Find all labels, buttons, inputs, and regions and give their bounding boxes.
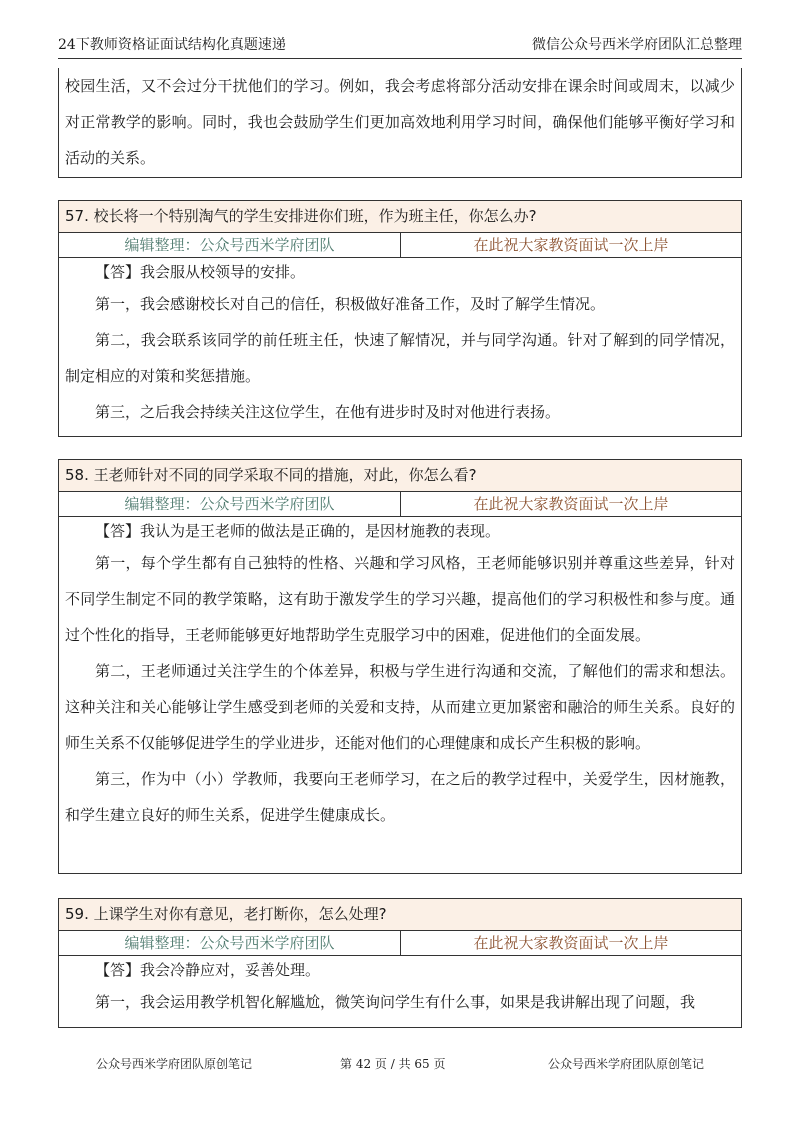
answer-intro: 【答】我认为是王老师的做法是正确的，是因材施教的表现。 <box>95 522 501 540</box>
answer-intro: 【答】我会服从校领导的安排。 <box>95 263 306 281</box>
continuation-box <box>58 68 742 178</box>
answer-paragraph: 第一，我会运用教学机智化解尴尬，微笑询问学生有什么事，如果是我讲解出现了问题，我 <box>95 993 696 1011</box>
answer-paragraph: 第三，作为中（小）学教师，我要向王老师学习，在之后的教学过程中，关爱学生，因材施教，和学生建立良好的师生关系，促进学生健康成长。 <box>65 770 735 824</box>
answer-paragraph: 第三，之后我会持续关注这位学生，在他有进步时及时对他进行表扬。 <box>95 403 561 421</box>
info-row <box>59 492 741 517</box>
question-title: 58. 王老师针对不同的同学采取不同的措施，对此，你怎么看? <box>59 460 741 492</box>
info-row <box>59 233 741 258</box>
answer-paragraph: 第二，我会联系该同学的前任班主任，快速了解情况，并与同学沟通。针对了解到的同学情况，制定相应的对策和奖惩措施。 <box>65 331 735 385</box>
answer-paragraph: 第二，王老师通过关注学生的个体差异，积极与学生进行沟通和交流，了解他们的需求和想法。这种关注和关心能够让学生感受到老师的关爱和支持，从而建立更加紧密和融洽的师生关系。良好的师生关系不仅能够促进学生的学业进步，还能对他们的心理健康和成长产生积极的影响。 <box>65 662 735 752</box>
footer-left: 公众号西米学府团队原创笔记 <box>96 1057 253 1071</box>
footer-right: 公众号西米学府团队原创笔记 <box>548 1057 705 1071</box>
wish-text: 在此祝大家教资面试一次上岸 <box>473 236 669 254</box>
question-57-box <box>58 200 742 437</box>
answer-paragraph: 第一，我会感谢校长对自己的信任，积极做好准备工作，及时了解学生情况。 <box>95 295 606 313</box>
info-row <box>59 931 741 956</box>
question-title: 59. 上课学生对你有意见，老打断你，怎么处理? <box>59 899 741 931</box>
answer-paragraph: 第一，每个学生都有自己独特的性格、兴趣和学习风格，王老师能够识别并尊重这些差异，针对不同学生制定不同的教学策略，这有助于激发学生的学习兴趣，提高他们的学习积极性和参与度。通过个性化的指导，王老师能够更好地帮助学生克服学习中的困难，促进他们的全面发展。 <box>65 554 735 644</box>
page-header <box>58 32 742 59</box>
question-title: 57. 校长将一个特别淘气的学生安排进你们班，作为班主任，你怎么办? <box>59 201 741 233</box>
question-58-box <box>58 459 742 874</box>
editor-credit: 编辑整理：公众号西米学府团队 <box>59 233 401 257</box>
page-number: 第 42 页 / 共 65 页 <box>340 1057 446 1071</box>
header-source: 微信公众号西米学府团队汇总整理 <box>532 37 742 53</box>
header-title: 24下教师资格证面试结构化真题速递 <box>58 37 286 53</box>
editor-credit: 编辑整理：公众号西米学府团队 <box>59 492 401 516</box>
answer-intro: 【答】我会冷静应对，妥善处理。 <box>95 961 321 979</box>
editor-credit: 编辑整理：公众号西米学府团队 <box>59 931 401 955</box>
continuation-paragraph: 校园生活，又不会过分干扰他们的学习。例如，我会考虑将部分活动安排在课余时间或周末，以减少对正常教学的影响。同时，我也会鼓励学生们更加高效地利用学习时间，确保他们能够平衡好学习和活动的关系。 <box>65 77 735 167</box>
wish-text: 在此祝大家教资面试一次上岸 <box>473 934 669 952</box>
question-59-box <box>58 898 742 1028</box>
wish-text: 在此祝大家教资面试一次上岸 <box>473 495 669 513</box>
page-footer <box>0 1055 800 1075</box>
